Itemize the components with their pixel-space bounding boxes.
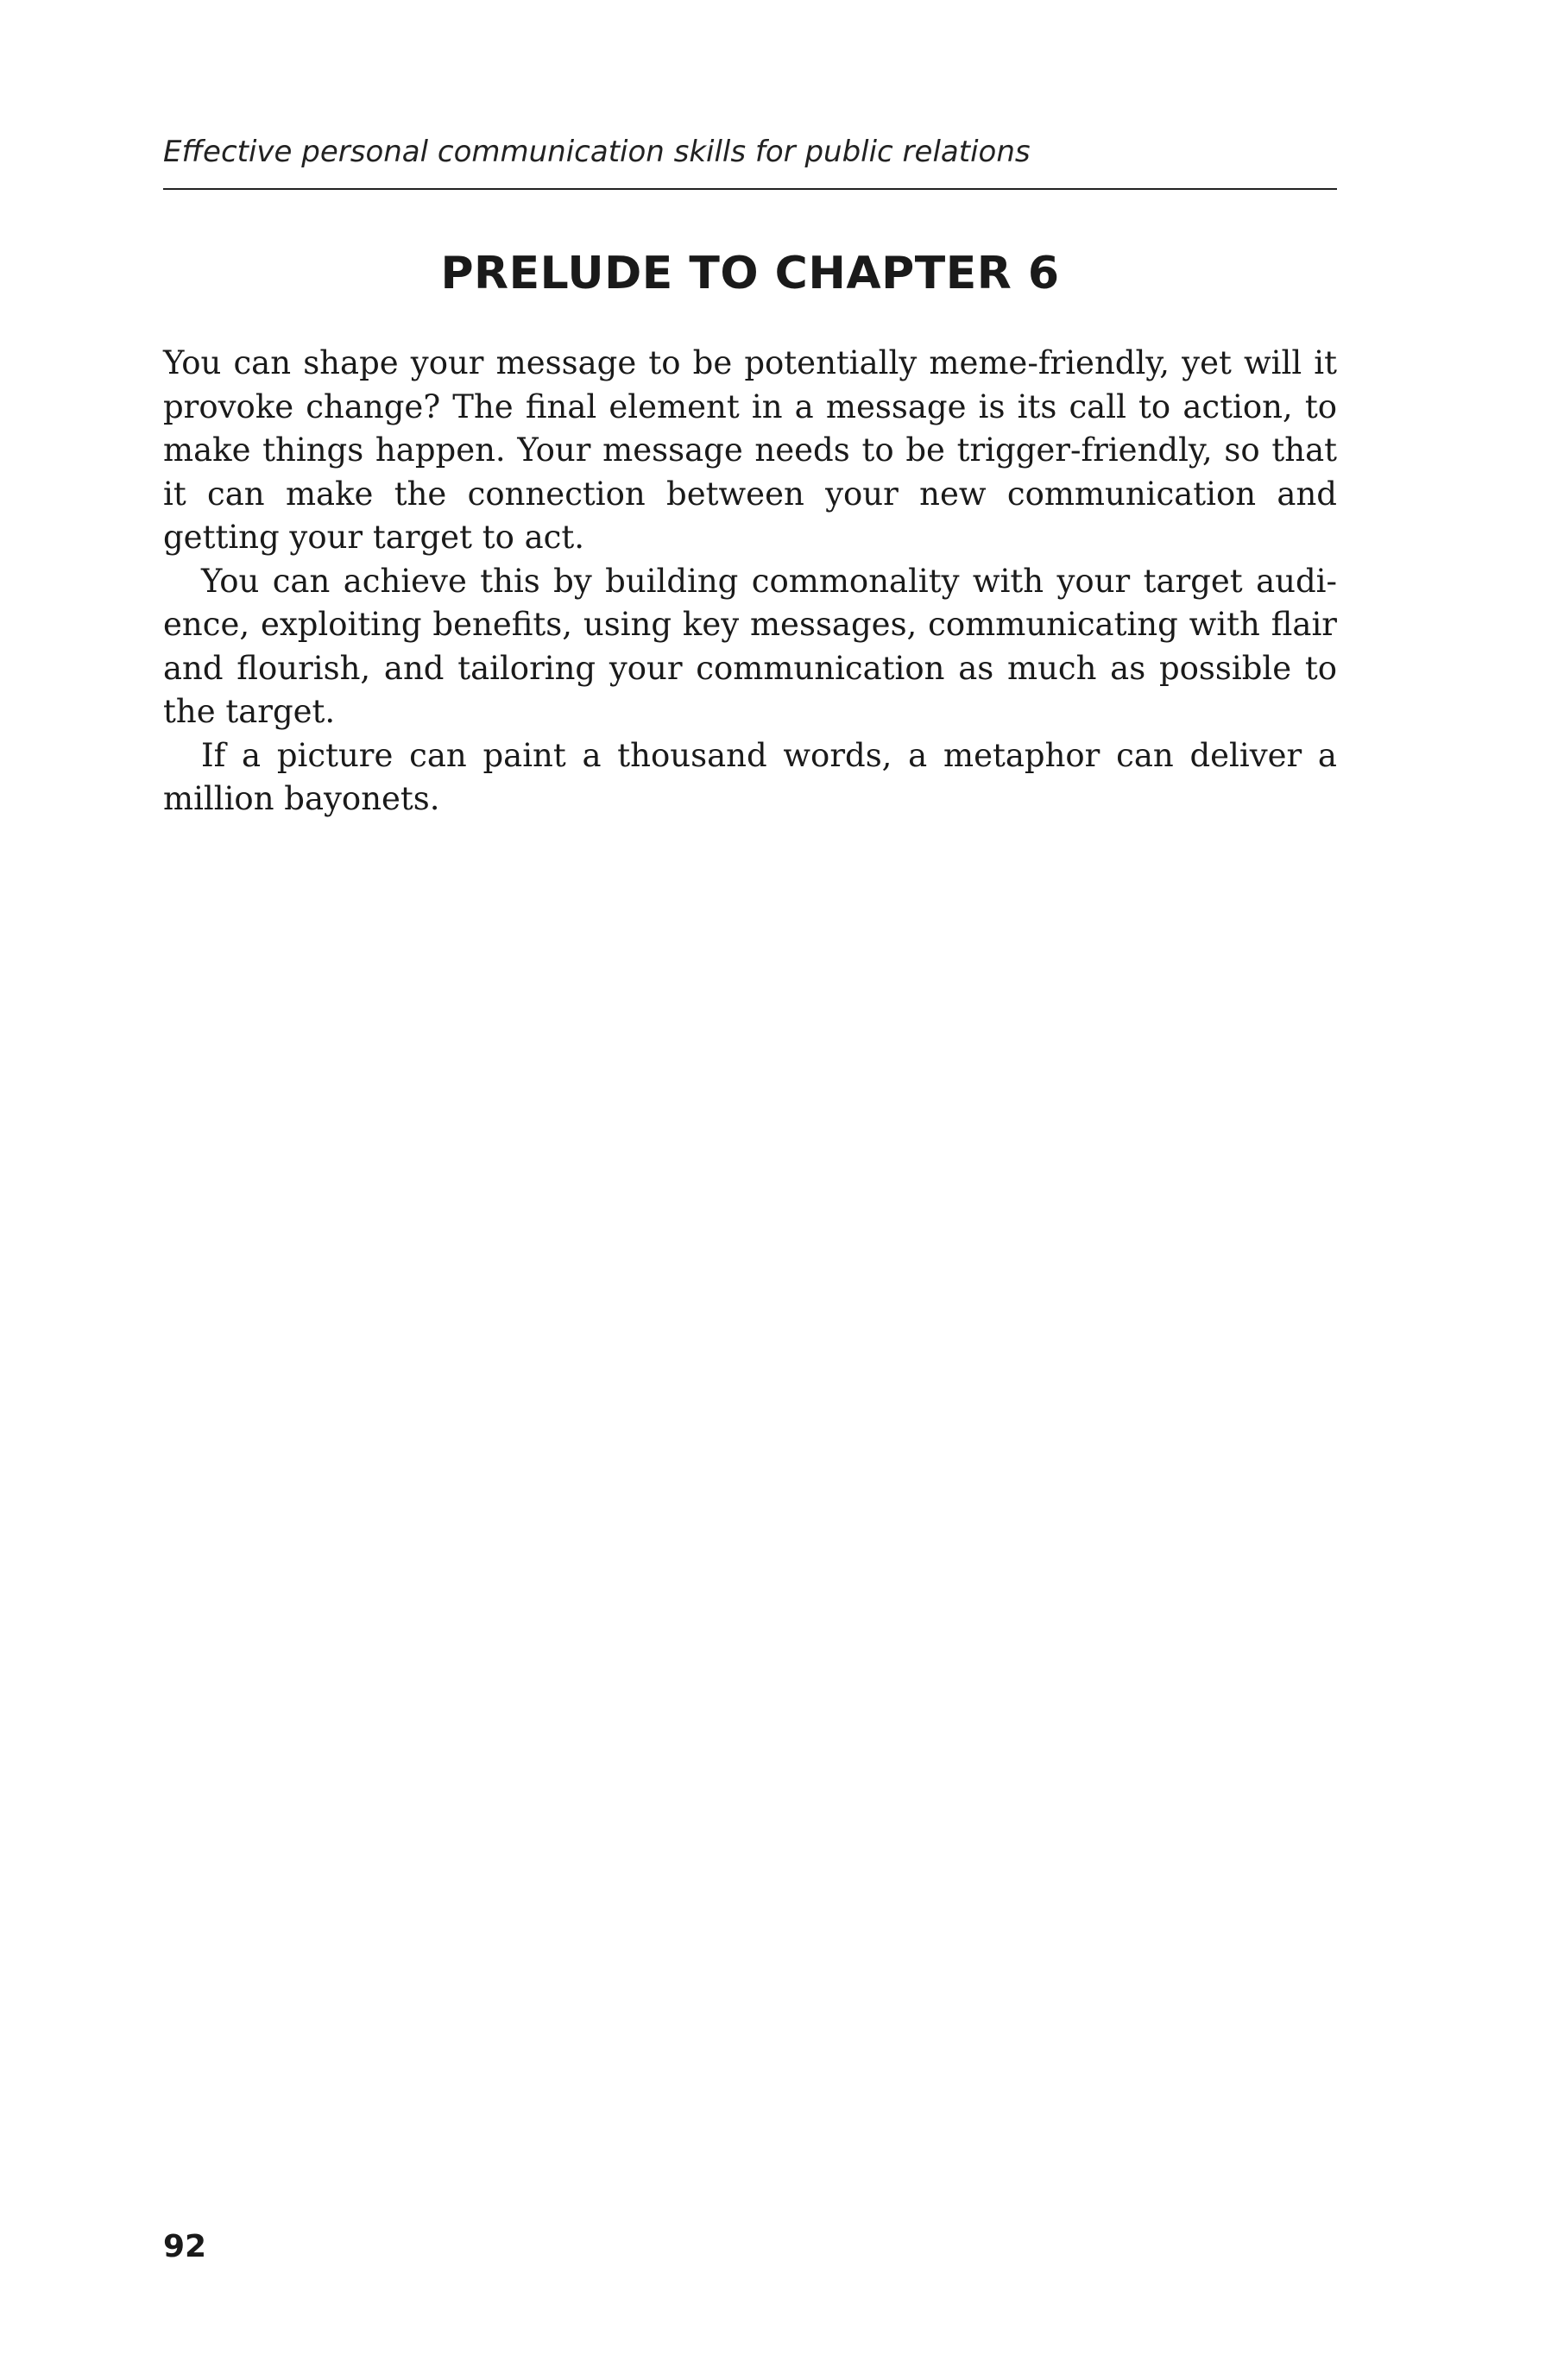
paragraph-3: If a picture can paint a thousand words, a metaphor can deliver a million bayonets.	[163, 736, 1337, 817]
paragraph-1: You can shape your message to be potentially meme-friendly, yet will it provoke change? The final element in a message is its call to action, to make things happen. Your message needs to be trigger-friendly, so that it can make the connection between your new communication and getting your target to act.	[163, 344, 1337, 556]
chapter-title: PRELUDE TO CHAPTER 6	[440, 248, 1060, 299]
header-rule	[163, 188, 1337, 190]
page-number: 92	[163, 2229, 207, 2264]
paragraph-2: You can achieve this by building commonality with your target audience, exploiting benefits, using key messages, communicating with flair and flourish, and tailoring your communication as much as possible to the target.	[163, 562, 1337, 730]
body-text	[163, 342, 1337, 822]
running-head: Effective personal communication skills for public relations	[163, 135, 1031, 169]
